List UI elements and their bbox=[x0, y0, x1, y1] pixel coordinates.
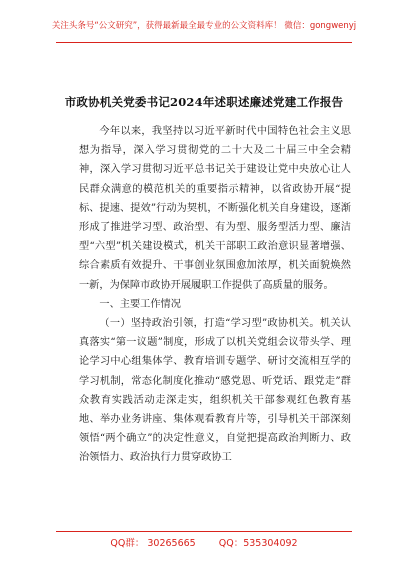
footer-contact bbox=[0, 535, 408, 549]
subsection-paragraph: （一）坚持政治引领，打造“学习型”政协机关。机关认真落实“第一议题”制度，形成了以机关党组会议带头学、理论学习中心组集体学、教育培训专题学、研讨交流相互学的学习机制，常态化制度化推动“感党恩、听党话、跟党走”群众教育实践活动走深走实，组织机关干部参观红色教育基地、举办业务讲座、集体观看教育片等，引导机关干部深刻领悟“两个确立”的决定性意义，自觉把提高政治判断力、政治领悟力、政治执行力贯穿政协工 bbox=[79, 318, 351, 464]
section-heading: 一、主要工作情况 bbox=[99, 298, 181, 310]
header-divider bbox=[56, 42, 352, 43]
footer-qq: QQ：535304092 bbox=[218, 538, 298, 549]
footer-qq-group: QQ群： 30265665 bbox=[110, 538, 196, 549]
document-title: 市政协机关党委书记2024年述职述廉述党建工作报告 bbox=[64, 95, 344, 109]
intro-paragraph: 今年以来，我坚持以习近平新时代中国特色社会主义思想为指导，深入学习贯彻党的二十大及二十届三中全会精神，深入学习贯彻习近平总书记关于建设让党中央放心让人民群众满意的模范机关的重要指示精神，以省政协开展“提标、提速、提效”行动为契机，不断强化机关自身建设，逐渐形成了推进学习型、政治型、有为型、服务型活力型、廉洁型“六型”机关建设模式，机关干部职工政治意识显著增强、综合素质有效提升、干事创业氛围愈加浓厚，机关面貌焕然一新，为保障市政协开展履职工作提供了高质量的服务。 bbox=[79, 126, 351, 291]
document-body bbox=[79, 122, 351, 468]
footer-divider bbox=[56, 531, 352, 532]
header-promo-note: 关注头条号“公文研究”，获得最新最全最专业的公文资料库！ 微信：gongwenyj bbox=[51, 21, 357, 31]
